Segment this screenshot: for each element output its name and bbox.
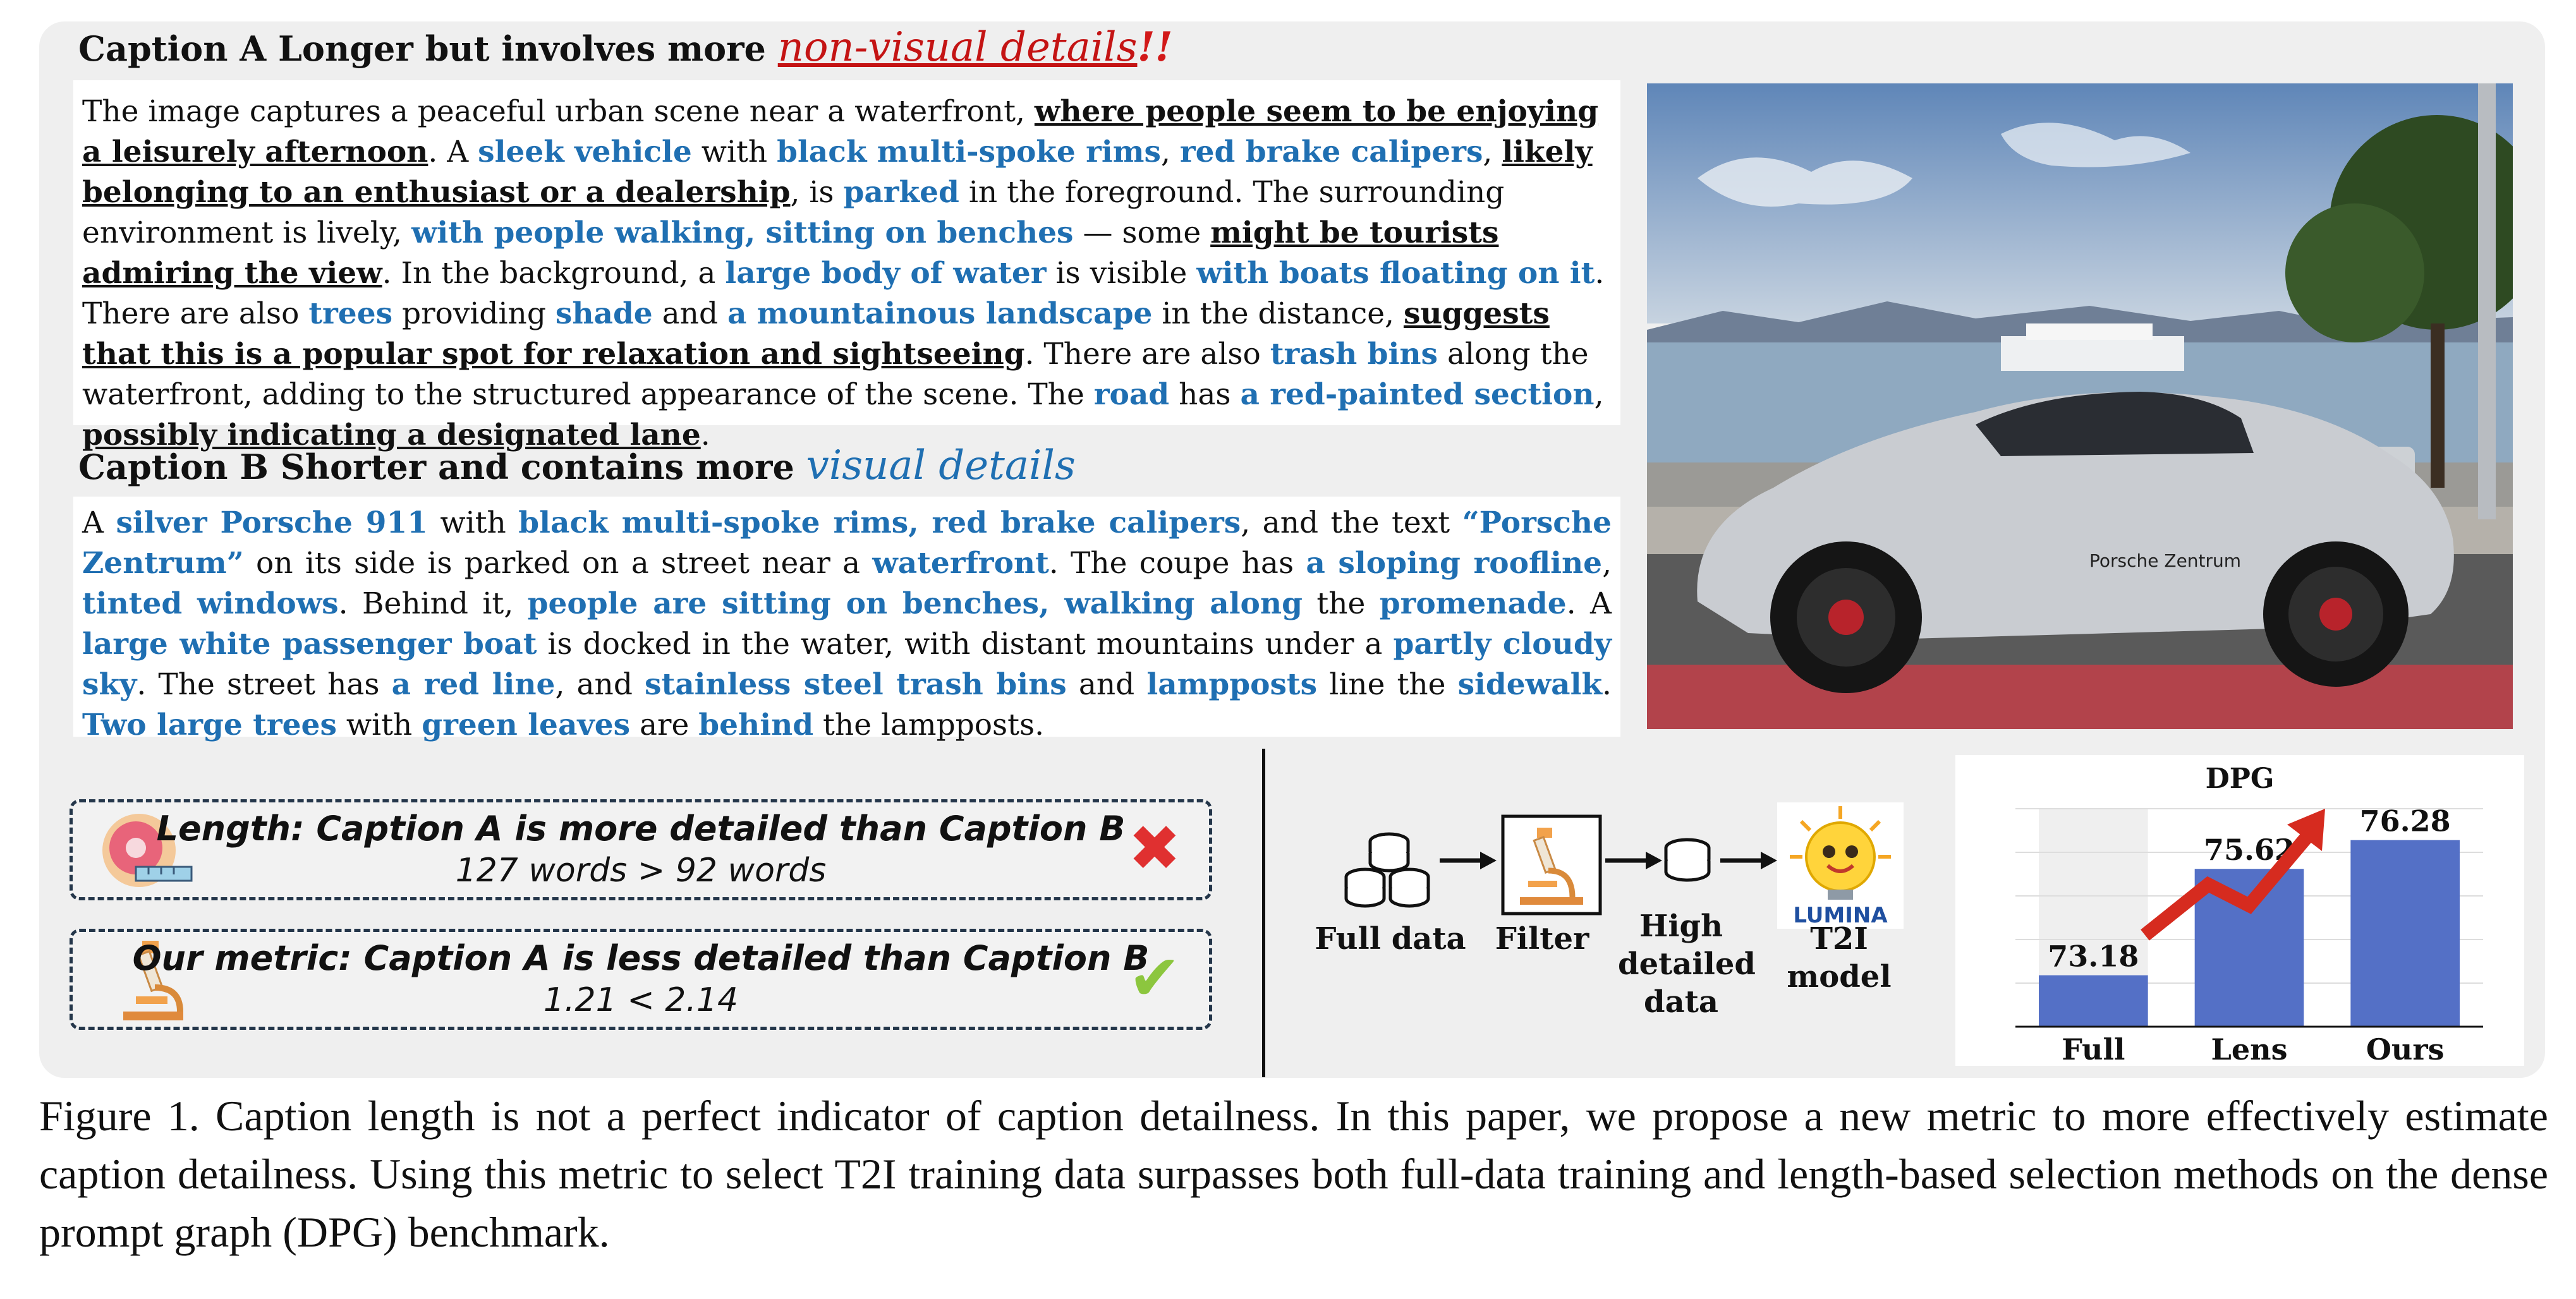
caption-text-segment: , xyxy=(1160,135,1180,169)
visual-detail-phrase: Two large trees xyxy=(82,708,337,742)
visual-detail-phrase: a sloping roofline xyxy=(1306,546,1603,581)
high-detailed-data-label-line: detailed xyxy=(1618,946,1756,982)
caption-text-segment: the xyxy=(1302,586,1380,621)
caption-a-text xyxy=(82,92,1612,456)
length-word-counts: 127 words > 92 words xyxy=(455,852,827,890)
visual-detail-phrase: behind xyxy=(698,708,814,742)
caption-text-segment: A xyxy=(82,505,116,540)
chart-title: DPG xyxy=(2205,763,2275,795)
visual-detail-phrase: partly cloudy sky xyxy=(82,627,1612,702)
visual-detail-phrase: green leaves xyxy=(422,708,631,742)
non-visual-detail-phrase: suggests that this is a popular spot for relaxation and sightseeing xyxy=(82,296,1550,372)
boat xyxy=(2001,336,2184,371)
caption-text-segment: and xyxy=(1066,667,1147,702)
caption-text-segment: with xyxy=(336,708,422,742)
caption-text-segment: — some xyxy=(1073,215,1211,250)
visual-detail-phrase: with people walking, sitting on benches xyxy=(411,215,1074,250)
lumina-logo xyxy=(1777,802,1904,929)
red-lane xyxy=(1647,665,2513,729)
filter-icon xyxy=(1503,816,1600,914)
arrow-icon xyxy=(1720,852,1777,869)
caption-text-segment: is docked in the water, with distant mountains under a xyxy=(537,627,1394,662)
tree xyxy=(2285,203,2424,342)
caption-a-heading xyxy=(78,25,1173,69)
visual-detail-phrase: sleek vehicle xyxy=(478,135,692,169)
caption-text-segment: , and xyxy=(555,667,645,702)
high-detailed-data-label-line: High xyxy=(1639,909,1723,944)
caption-text-segment: , is xyxy=(790,175,844,210)
category-label: Full xyxy=(2062,1032,2125,1066)
caption-text-segment: , xyxy=(1602,546,1612,581)
bar-value-label: 73.18 xyxy=(2048,939,2139,974)
vertical-divider xyxy=(1262,749,1265,1077)
caption-b-heading-emphasis: visual details xyxy=(806,442,1076,489)
visual-detail-phrase: sidewalk xyxy=(1457,667,1603,702)
high-detailed-data-label xyxy=(1618,907,1756,1021)
caption-b-heading xyxy=(78,444,1076,488)
caption-a-heading-prefix: Caption A Longer but involves more xyxy=(78,28,778,69)
caption-b-heading-prefix: Caption B Shorter and contains more xyxy=(78,447,806,487)
car-side-text: Porsche Zentrum xyxy=(2089,550,2242,571)
dpg-chart-svg xyxy=(1955,755,2524,1066)
caption-text-segment: . A xyxy=(1566,586,1612,621)
caption-text-segment: . There are also xyxy=(82,256,1605,331)
non-visual-detail-phrase: where people seem to be enjoying a leisurely afternoon xyxy=(82,94,1599,169)
metric-claim: Our metric: Caption A is less detailed than Caption B xyxy=(132,938,1150,978)
caption-text-segment: on its side is parked on a street near a xyxy=(243,546,873,581)
bar-ours xyxy=(2350,840,2460,1027)
length-claim: Length: Caption A is more detailed than Caption B xyxy=(156,809,1126,849)
cross-icon: ✖ xyxy=(1128,811,1181,885)
visual-detail-phrase: with boats floating on it xyxy=(1196,256,1595,291)
caption-text-segment: . A xyxy=(428,135,478,169)
visual-detail-phrase: red brake calipers xyxy=(1179,135,1483,169)
visual-detail-phrase: black multi-spoke rims xyxy=(777,135,1161,169)
non-visual-detail-phrase: likely belonging to an enthusiast or a dealership xyxy=(82,135,1593,210)
caption-b-box xyxy=(73,497,1620,742)
visual-detail-phrase: large white passenger boat xyxy=(82,627,537,662)
caption-a-heading-emphasis: non-visual details xyxy=(777,24,1138,71)
filter-label: Filter xyxy=(1495,921,1589,957)
caption-text-segment: . There are also xyxy=(1024,337,1270,372)
visual-detail-phrase: people are sitting on benches, walking along xyxy=(527,586,1303,621)
caption-b-text xyxy=(82,503,1612,746)
visual-detail-phrase: parked xyxy=(843,175,959,210)
figure-caption: Figure 1. Caption length is not a perfect indicator of caption detailness. In this paper, we propose a new metric to more effectively estimate caption detailness. Using this metric to select T2I training data surpasses both full-data training and length-based selection methods on the dense prompt graph (DPG) benchmark. xyxy=(39,1092,2548,1256)
visual-detail-phrase: lampposts xyxy=(1146,667,1318,702)
non-visual-detail-phrase: possibly indicating a designated lane xyxy=(82,418,701,452)
car-caliper xyxy=(2319,598,2352,631)
visual-detail-phrase: road xyxy=(1093,377,1170,412)
t2i-model-label xyxy=(1776,920,1902,996)
caption-text-segment: along the waterfront, adding to the structured appearance of the scene. The xyxy=(82,337,1589,412)
caption-text-segment: . xyxy=(1602,667,1612,702)
caption-text-segment: , xyxy=(1483,135,1502,169)
caption-text-segment: . In the background, a xyxy=(382,256,726,291)
high-detailed-data-label-line: data xyxy=(1644,984,1718,1020)
caption-a-heading-mark: !! xyxy=(1137,23,1173,71)
caption-text-segment: providing xyxy=(392,296,556,331)
caption-text-segment: and xyxy=(652,296,727,331)
caption-text-segment: in the foreground. The surrounding environment is lively, xyxy=(82,175,1505,250)
caption-text-segment: . Behind it, xyxy=(338,586,528,621)
check-icon: ✔ xyxy=(1128,941,1181,1015)
caption-text-segment: . xyxy=(700,418,710,452)
high-detailed-data-icon xyxy=(1666,840,1709,880)
length-comparison-box xyxy=(70,799,1212,900)
visual-detail-phrase: a red line xyxy=(391,667,556,702)
visual-detail-phrase: tinted windows xyxy=(82,586,339,621)
caption-text-segment: . The street has xyxy=(137,667,392,702)
visual-detail-phrase: a mountainous landscape xyxy=(727,296,1153,331)
caption-text-segment: in the distance, xyxy=(1152,296,1404,331)
metric-comparison-box xyxy=(70,929,1212,1030)
dpg-chart xyxy=(1955,755,2524,1066)
caption-text-segment: . The coupe has xyxy=(1048,546,1306,581)
visual-detail-phrase: large body of water xyxy=(725,256,1047,291)
visual-detail-phrase: trees xyxy=(308,296,393,331)
full-data-icon xyxy=(1346,834,1428,906)
bar-value-label: 75.62 xyxy=(2203,833,2295,867)
tree-trunk xyxy=(2431,323,2445,488)
arrow-icon xyxy=(1605,852,1662,869)
boat xyxy=(2026,323,2153,340)
lumina-logo-text: LUMINA xyxy=(1793,903,1888,928)
street-photo xyxy=(1647,83,2513,729)
caption-text-segment: the lampposts. xyxy=(813,708,1045,742)
visual-detail-phrase: stainless steel trash bins xyxy=(645,667,1067,702)
visual-detail-phrase: waterfront xyxy=(872,546,1049,581)
visual-detail-phrase: shade xyxy=(555,296,653,331)
bar-value-label: 76.28 xyxy=(2359,804,2451,838)
street-photo-illustration xyxy=(1647,83,2513,729)
full-data-label: Full data xyxy=(1315,921,1466,957)
metric-scores: 1.21 < 2.14 xyxy=(543,981,739,1019)
visual-detail-phrase: black multi-spoke rims, red brake calipers xyxy=(518,505,1241,540)
caption-text-segment: with xyxy=(427,505,519,540)
t2i-model-label-line: model xyxy=(1787,959,1892,994)
t2i-model-label-line: T2I xyxy=(1810,921,1868,957)
visual-detail-phrase: “Porsche Zentrum” xyxy=(82,505,1612,581)
non-visual-detail-phrase: might be tourists admiring the view xyxy=(82,215,1499,291)
car-caliper xyxy=(1828,600,1864,635)
caption-text-segment: , and the text xyxy=(1241,505,1462,540)
visual-detail-phrase: silver Porsche 911 xyxy=(116,505,428,540)
caption-text-segment: has xyxy=(1169,377,1241,412)
caption-text-segment: , xyxy=(1594,377,1604,412)
caption-text-segment: The image captures a peaceful urban scene near a waterfront, xyxy=(82,94,1035,129)
caption-text-segment: with xyxy=(691,135,777,169)
bar-full xyxy=(2039,976,2148,1027)
caption-text-segment: line the xyxy=(1317,667,1458,702)
lamppost xyxy=(2478,83,2496,519)
arrow-icon xyxy=(1440,852,1497,869)
visual-detail-phrase: a red-painted section xyxy=(1240,377,1595,412)
caption-text-segment: is visible xyxy=(1046,256,1197,291)
category-label: Lens xyxy=(2211,1032,2288,1066)
caption-a-box xyxy=(73,80,1620,452)
caption-text-segment: are xyxy=(630,708,699,742)
category-label: Ours xyxy=(2366,1032,2445,1066)
visual-detail-phrase: promenade xyxy=(1379,586,1567,621)
visual-detail-phrase: trash bins xyxy=(1270,337,1438,372)
